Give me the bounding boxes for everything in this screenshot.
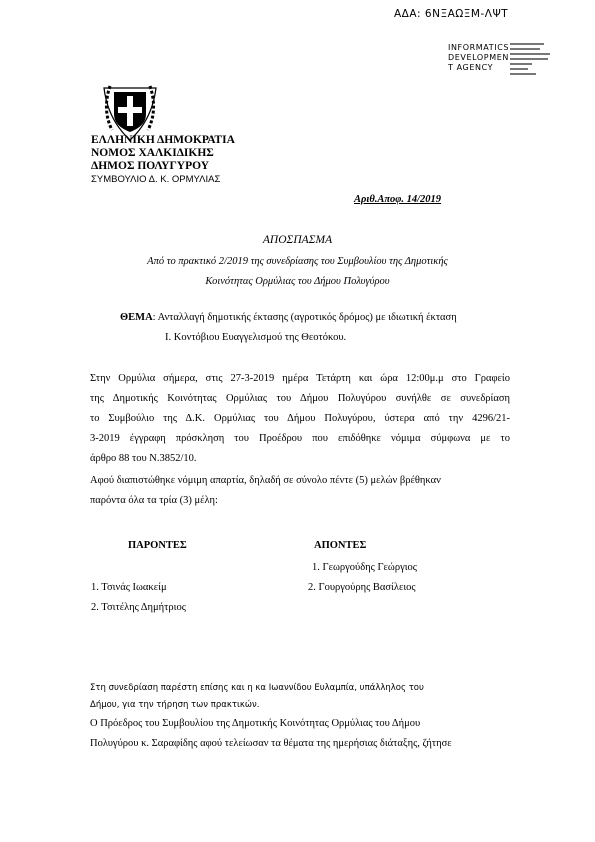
text-line: το Συμβούλιο της Δ.Κ. Ορμύλιας του Δήμου Πολυγύρου, ύστερα από την 4296/21- — [90, 413, 510, 424]
subject-text: Ι. Κοντόβιου Ευαγγελισμού της Θεοτόκου. — [165, 332, 347, 343]
present-member: 2. Τσιτέλης Δημήτριος — [91, 602, 186, 613]
agency-line: T AGENCY — [448, 63, 494, 72]
agency-fine-print — [510, 43, 550, 78]
agency-name — [448, 43, 509, 73]
text-line: 3-2019 έγγραφη πρόσκληση του Προέδρου που επιδόθηκε νόμιμα σύμφωνα με το — [90, 433, 510, 444]
text-line: Αφού διαπιστώθηκε νόμιμη απαρτία, δηλαδή σε σύνολο πέντε (5) μελών βρέθηκαν — [90, 475, 441, 486]
issuer-header — [91, 134, 235, 186]
paragraph-attendance — [90, 680, 510, 714]
document-subtitle: Από το πρακτικό 2/2019 της συνεδρίασης του Συμβουλίου της Δημοτικής — [147, 256, 448, 267]
header-line: ΔΗΜΟΣ ΠΟΛΥΓΥΡΟΥ — [91, 160, 210, 172]
text-line: άρθρο 88 του Ν.3852/10. — [90, 453, 197, 464]
decision-number: Αριθ.Αποφ. 14/2019 — [354, 194, 442, 205]
header-line: ΝΟΜΟΣ ΧΑΛΚΙΔΙΚΗΣ — [91, 147, 214, 159]
paragraph-meeting — [90, 369, 510, 469]
header-line: ΣΥΜΒΟΥΛΙΟ Δ. Κ. ΟΡΜΥΛΙΑΣ — [91, 174, 221, 185]
text-line: Πολυγύρου κ. Σαραφίδης αφού τελείωσαν τα θέματα της ημερήσιας διάταξης, ζήτησε — [90, 738, 452, 749]
subject-label: ΘΕΜΑ — [120, 312, 153, 323]
document-title: ΑΠΟΣΠΑΣΜΑ — [262, 234, 333, 246]
subject-text: : Ανταλλαγή δημοτικής έκτασης (αγροτικός δρόμος) με ιδιωτική έκταση — [152, 312, 457, 323]
absent-member: 2. Γουργούρης Βασίλειος — [308, 582, 416, 593]
agency-line: INFORMATICS — [448, 43, 510, 52]
paragraph-quorum — [90, 471, 510, 511]
text-line: Δήμου, για την τήρηση των πρακτικών. — [90, 700, 260, 710]
subject-line — [120, 312, 457, 323]
absent-heading: ΑΠΟΝΤΕΣ — [314, 540, 367, 551]
text-line: παρόντα όλα τα τρία (3) μέλη: — [90, 495, 218, 506]
present-member: 1. Τσινάς Ιωακείμ — [91, 582, 167, 593]
present-heading: ΠΑΡΟΝΤΕΣ — [128, 540, 187, 551]
text-line: Ο Πρόεδρος του Συμβουλίου της Δημοτικής Κοινότητας Ορμύλιας του Δήμου — [90, 718, 421, 729]
document-subtitle: Κοινότητας Ορμύλιας του Δήμου Πολυγύρου — [205, 276, 390, 287]
text-line: Στην Ορμύλια σήμερα, στις 27-3-2019 ημέρα Τετάρτη και ώρα 12:00μ.μ στο Γραφείο — [90, 373, 510, 384]
text-line: Στη συνεδρίαση παρέστη επίσης και η κα Ιωαννίδου Ευλαμπία, υπάλληλος του — [90, 683, 424, 693]
header-line: ΕΛΛΗΝΙΚΗ ΔΗΜΟΚΡΑΤΙΑ — [91, 134, 235, 146]
agency-line: DEVELOPMEN — [448, 53, 509, 62]
paragraph-president — [90, 714, 510, 754]
text-line: της Δημοτικής Κοινότητας Ορμύλιας του Δήμου Πολυγύρου συνήλθε σε συνεδρίαση — [90, 393, 510, 404]
ada-code: ΑΔΑ: 6ΝΞΑΩΞΜ-ΛΨΤ — [394, 8, 509, 20]
absent-member: 1. Γεωργούδης Γεώργιος — [312, 562, 417, 573]
